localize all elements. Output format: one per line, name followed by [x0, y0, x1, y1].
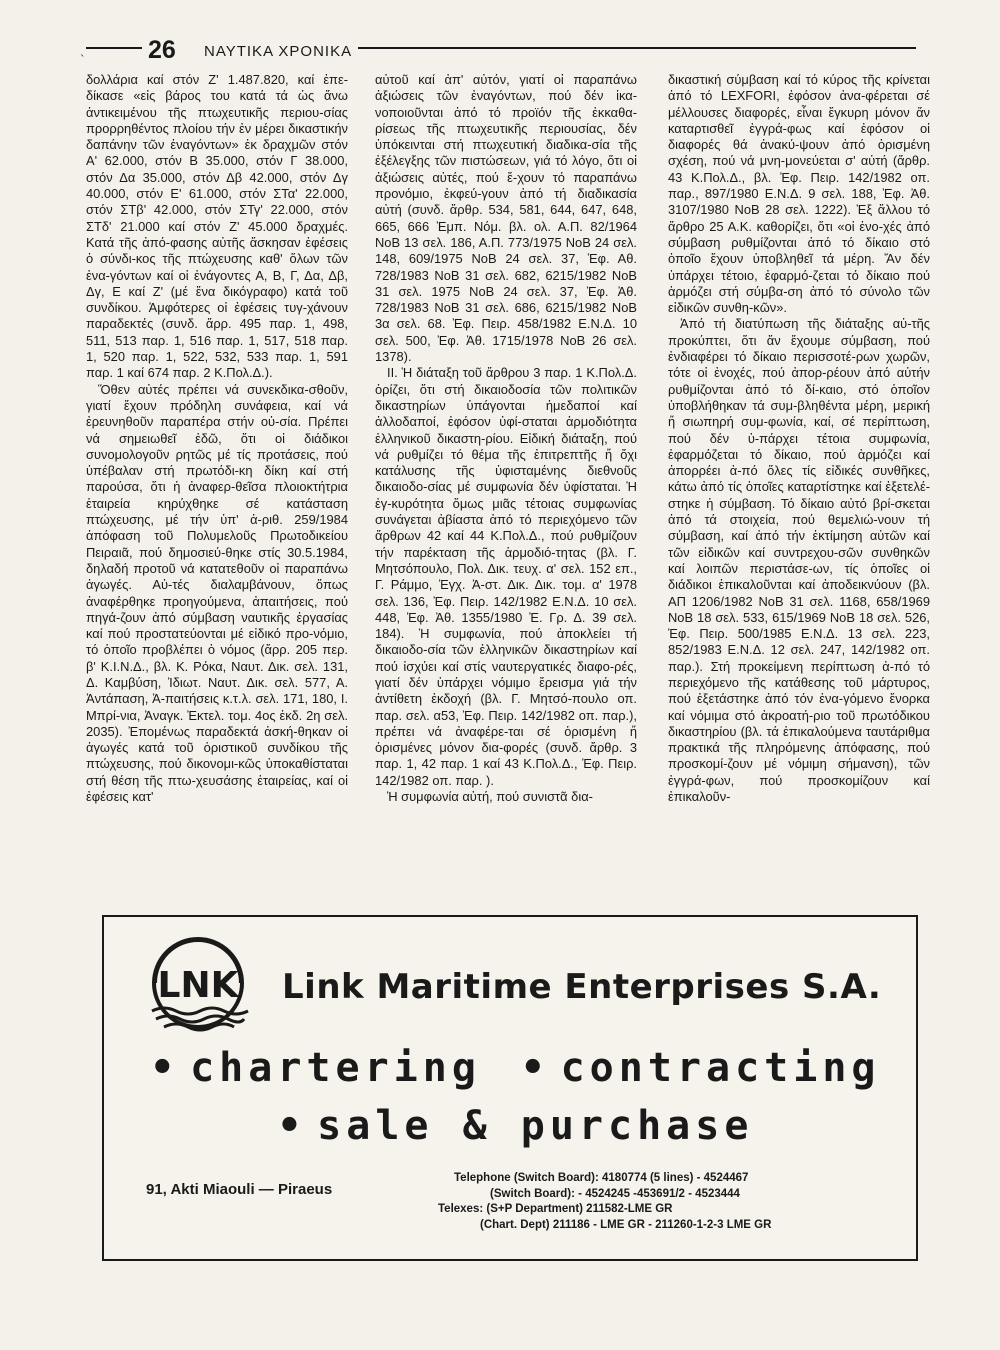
paragraph: Ἀπό τή διατύπωση τῆς διάταξης αὐ-τῆς προκύπτει, ὅτι ἄν ἔχουμε σύμβαση, πού ἐνδιαφέρει τό δίκαιο περισσοτέ-ρων χωρῶν, τότε οἱ ἐνοχές, πού ἀπορ-ρέουν ἀπό αὐτήν ρυθμίζονται ἀπό τό δί-καιο, στό ὁποῖον ὑποβλήθηκαν τά συμ-βληθέντα μέρη, μερική ἤ σιωπηρή συμ-φωνία, καί, σέ περίπτωση, πού δέν ὑ-πάρχει τέτοια συμφωνία, ἐφαρμόζεται τό δίκαιο, πού ἁρμόζει καί ἀπορρέει ἀ-πό ὅλες τίς εἰδικές συνθῆκες, κάτω ἀπό τίς ὁποῖες καταρτίστηκε καί ἐξετελέ-στηκε ἡ σύμβαση. Τό δίκαιο αὐτό βρί-σκεται ἀπό τά στοιχεία, πού θεμελιώ-νουν τή σύμβαση, καί ἀπό τήν ἐκτίμηση αὐτῶν καί τῶν εἰδικῶν καί συντρεχου-σῶν συνθηκῶν καί λοιπῶν περιστάσε-ων, τίς ὁποῖες οἱ διάδικοι ἐπικαλοῦνται καί ἀποδεικνύουν (βλ. ΑΠ 1206/1982 ΝοΒ 31 σελ. 1168, 658/1969 ΝοΒ 18 σελ. 533, 615/1969 ΝοΒ 18 σελ. 526, Ἐφ. Πειρ. 500/1985 Ε.Ν.Δ. 13 σελ. 223, 852/1983 Ε.Ν.Δ. 12 σελ. 247, 142/1982 οπ. παρ.). Στή προκείμενη περίπτωση ἀ-πό τό περιεχόμενο τῆς κατάθεσης τοῦ μάρτυρος, πού ἐξετάστηκε ἀπό τόν ἐνα-γόμενο ἔνορκα καί νόμιμα στό ἀκροατή-ριο τοῦ πρωτόδικου δικαστηρίου (βλ. τά ἐπικαλούμενα ταυτάριθμα πρακτικά τῆς πληρόμενης ἀπόφασης, πού προσκομί-ζουν μέ νόμιμη σήμανση), τῶν ἐγγρά-φων, πού προσκομίζουν καί ἐπικαλοῦν-: [668, 316, 930, 805]
link-logo-icon: [144, 933, 252, 1037]
corner-mark: ˎ: [80, 44, 86, 57]
service-contracting: contracting: [560, 1045, 881, 1091]
service-sale-purchase: sale & purchase: [317, 1103, 754, 1149]
bullet-icon: •: [520, 1045, 551, 1091]
contact-details: [438, 1171, 898, 1233]
telephone-line: (Switch Board): - 4524245 -453691/2 - 4523444: [490, 1187, 740, 1200]
paragraph: Ὅθεν αὐτές πρέπει νά συνεκδικα-σθοῦν, γιατί ἔχουν πρόδηλη συνάφεια, καί νά ἐρευνηθοῦν παραπέρα στήν οὐ-σία. Πρέπει νά σημειωθεῖ ἐδῶ, ὅτι οἱ διάδικοι συνομολογοῦν ρητῶς μέ τίς προτάσεις, πού ὑπέβαλαν στή πρωτόδι-κη δίκη καί στή παρούσα, ὅτι ἡ ἀναφερ-θεῖσα πλοιοκτήτρια ἑταιρεία κηρύχθηκε σέ κατάσταση πτώχευσης, μέ τήν ὑπ' ἀ-ριθ. 259/1984 ἀπόφαση τοῦ Πολυμελοῦς Πρωτοδικείου Πειραιᾶ, πού δημοσιεύ-θηκε στίς 30.5.1984, δηλαδή προτοῦ νά κατατεθοῦν οἱ παραπάνω ἀγωγές. Αὐ-τές διαλαμβάνουν, ὅπως ἀναφέρθηκε προηγούμενα, ἀπαιτήσεις, πού πηγά-ζουν ἀπό σύμβαση ναυτικῆς ἐργασίας καί πού προστατεύονται μέ εἰδικό προ-νόμιο, τό ὁποῖο προβλέπει ὁ νόμος (ἄρρ. 205 περ. β' Κ.Ι.Ν.Δ., βλ. Κ. Ρόκα, Ναυτ. Δικ. σελ. 131, Δ. Καμβύση, Ἰδιωτ. Ναυτ. Δικ. σελ. 577, Α. Ἀντάπαση, Ἀ-παιτήσεις κ.τ.λ. σελ. 171, 180, Ι. Μπρί-νια, Ἀναγκ. Ἐκτελ. τομ. 4ος ἐκδ. 2η σελ. 2035). Ἐπομένως παραδεκτά ἀσκή-θηκαν οἱ ἀγωγές κατά τοῦ ὁριστικοῦ συνδίκου τῆς πτώχευσης, πού δικονομι-κῶς ὑποκαθίσταται στή θέση τῆς πτω-χευσάσης ἑταιρείας, καί οἱ ἐφέσεις κατ': [86, 381, 348, 805]
service-chartering: chartering: [190, 1045, 481, 1091]
telephone-line: Telephone (Switch Board): 4180774 (5 lines) - 4524467: [454, 1172, 749, 1184]
paragraph: δικαστική σύμβαση καί τό κύρος τῆς κρίνεται ἀπό τό LEXFORI, ἐφόσον ἀνα-φέρεται σέ μέλλουσες διαφορές, εἶναι ἔγκυρη μόνον ἄν καταρτισθεῖ ἐγγρά-φως καί ἐφόσον οἱ διαφορές θά ἀνακύ-ψουν ἀπό ὁρισμένη σχέση, πού νά μνη-μονεύεται σ' αὐτή (ἄρθρ. 43 Κ.Πολ.Δ., βλ. Ἐφ. Πειρ. 142/1982 οπ. παρ., 897/1980 Ε.Ν.Δ. 9 σελ. 188, Ἐφ. Ἀθ. 3107/1980 ΝοΒ 28 σελ. 1222). Ἐξ ἄλλου τό ἄρθρο 25 Α.Κ. καθορίζει, ὅτι «οἱ ἐνο-χές ἀπό σύμβαση ρυθμίζονται ἀπό τό δίκαιο στό ὁποῖο ἔχουν ὑποβληθεῖ τά μέρη. Ἄν δέν ὑπάρχει τέτοιο, ἐφαρμό-ζεται τό δίκαιο πού ἁρμόζει στή σύμβα-ση ἀπό τό σύνολο τῶν εἰδικῶν συνθη-κῶν».: [668, 72, 930, 316]
bullet-icon: •: [276, 1103, 308, 1149]
paragraph: Ἡ συμφωνία αὐτή, πού συνιστᾶ δια-: [387, 789, 593, 805]
svg-text:LNK: LNK: [157, 965, 239, 1006]
paragraph: αὐτοῦ καί ἀπ' αὐτόν, γιατί οἱ παραπάνω ἀξιώσεις τῶν ἐναγόντων, πού δέν ἱκα-νοποιοῦνται ἀπό τό προϊόν τῆς ἐκκαθα-ρίσεως τῆς πτωχευτικῆς περιουσίας, δέν ὑπόκεινται στή πτωχευτική διαδικα-σία τῆς ἐξέλεγξης τῶν πιστώσεων, γιά τό λόγο, ὅτι οἱ ἀξιώσεις αὐτές, πού ἔ-χουν τό παραπάνω προνόμιο, ἐκφεύ-γουν ἀπό τή διαδικασία αὐτή (συνδ. ἄρθρ. 534, 581, 644, 647, 648, 665, 666 Ἐμπ. Νόμ. βλ. ολ. Α.Π. 82/1964 ΝοΒ 13 σελ. 186, Α.Π. 773/1975 ΝοΒ 24 σελ. 148, 609/1975 ΝοΒ 24 σελ. 37, Ἐφ. Αθ. 728/1983 ΝοΒ 31 σελ. 682, 6215/1982 ΝοΒ 31 σελ. 1975 ΝοΒ 24 σελ. 37, Ἐφ. Ἀθ. 728/1983 ΝοΒ 31 σελ. 686, 6215/1982 ΝοΒ 3α σελ. 68. Ἐφ. Πειρ. 458/1982 Ε.Ν.Δ. 10 σελ. 500, Ἐφ. Ἀθ. 1715/1978 ΝοΒ 26 σελ. 1378).: [375, 72, 637, 365]
article-column-1: [86, 72, 348, 902]
bullet-icon: •: [149, 1045, 181, 1091]
page-number: 26: [148, 36, 176, 64]
header-rule-left: [86, 47, 142, 49]
magazine-title: ΝΑΥΤΙΚΑ ΧΡΟΝΙΚΑ: [204, 43, 353, 60]
article-column-3: [668, 72, 930, 902]
article-column-2: [375, 72, 637, 902]
company-address: 91, Akti Miaouli — Piraeus: [146, 1181, 333, 1198]
article-columns: [86, 72, 932, 902]
advertisement-box: [102, 915, 918, 1261]
paragraph: δολλάρια καί στόν Ζ' 1.487.820, καί ἐπε-δίκασε «εἰς βάρος του κατά τά ὡς ἄνω ἀντικειμένου τῆς πτωχευτικῆς περιου-σίας προρρηθέντος πλοίου τήν ἐν μέρει δικαστικήν δαπάνην τῶν ἐναγόντων» ἐκ δραχμῶν στόν Α' 62.000, στόν Β 35.000, στόν Γ 38.000, στόν Δα 35.000, στόν Δβ 42.000, στόν Δγ 40.000, στόν Ε' 61.000, στόν ΣΤα' 22.000, στόν ΣΤβ' 42.000, στόν ΣΤγ' 22.000, στόν ΣΤδ' 21.000 καί στόν Ζ' 45.000 δραχμές. Κατά τῆς ἀπό-φασης αὐτῆς ἄσκησαν ἐφέσεις ὁ σύνδι-κος τῆς πτώχευσης καθ' ὅλων τῶν ἐνα-γόντων καί οἱ ἐνάγοντες Α, Β, Γ, Δα, Δβ, Δγ, Ε καί Ζ' (μέ ἕνα δικόγραφο) κατά τοῦ συνδίκου. Ἀμφότερες οἱ ἐφέσεις τυγ-χάνουν παραδεκτές (συνδ. ἄρρ. 495 παρ. 1, 498, 511, 513 παρ. 1, 516 παρ. 1, 517, 518 παρ. 1, 520 παρ. 1, 522, 532, 533 παρ. 1, 591 παρ. 1 καί 674 παρ. 2 Κ.Πολ.Δ.).: [86, 72, 348, 381]
services-row-1: [104, 1045, 916, 1091]
services-row-2: [104, 1103, 916, 1149]
header-rule-right: [358, 47, 916, 49]
page-header: [80, 36, 916, 68]
paragraph: ΙΙ. Ἡ διάταξη τοῦ ἄρθρου 3 παρ. 1 Κ.Πολ.Δ. ὁρίζει, ὅτι στή δικαιοδοσία τῶν πολιτικῶν δικαστηρίων ὑπάγονται ἡμεδαποί καί ἀλλοδαποί, ἐφόσον ὑφί-σταται ἁρμοδιότητα ἑλληνικοῦ δικαστη-ρίου. Εἰδική διάταξη, πού νά ρυθμίζει τό θέμα τῆς ἐπιτρεπτῆς ἤ ὄχι κατάλυσης τῆς ὑφισταμένης διεθνοῦς δικαιοδο-σίας μέ συμφωνία δέν ὑφίσταται. Ἡ ἐγ-κυρότητα ὅμως μιᾶς τέτοιας συμφωνίας συνάγεται ἀβίαστα ἀπό τό περιεχόμενο τῶν ἄρθρων 42 καί 44 Κ.Πολ.Δ., πού ρυθμίζουν τήν παρέκταση τῆς ἁρμοδιό-τητας (βλ. Γ. Μητσόπουλο, Πολ. Δικ. τευχ. α' σελ. 152 επ., Γ. Ράμμο, Ἐγχ. Ἀ-στ. Δικ. Δικ. τομ. α' 1978 σελ. 136, Ἐφ. Πειρ. 142/1982 Ε.Ν.Δ. 10 σελ. 448, Ἐφ. Ἀθ. 1355/1980 Ἐ. Γρ. Δ. 39 σελ. 184). Ἡ συμφωνία, πού ἀποκλείει τή δικαιοδο-σία τῶν ἑλληνικῶν δικαστηρίων καί πού ἰσχύει καί στίς ναυτεργατικές διαφο-ρές, γιατί δέν ὑπάρχει νόμιμο ἔρεισμα γιά τήν ἀντίθετη ἐκδοχή (βλ. Γ. Μητσό-πουλο οπ. παρ. σελ. α53, Ἐφ. Πειρ. 142/1982 οπ. παρ.), πρέπει νά ἀναφέρε-ται σέ ὁρισμένη ἤ ὁρισμένες μόνον δια-φορές (συνδ. ἄρθρ. 3 παρ. 1, 42 παρ. 1 καί 43 Κ.Πολ.Δ., Ἐφ. Πειρ. 142/1982 οπ. παρ. ).: [375, 365, 637, 788]
company-name: Link Maritime Enterprises S.A.: [282, 967, 882, 1007]
telex-line: (Chart. Dept) 211186 - LME GR - 211260-1-2-3 LME GR: [480, 1218, 772, 1231]
telex-line: Telexes: (S+P Department) 211582-LME GR: [438, 1203, 673, 1215]
